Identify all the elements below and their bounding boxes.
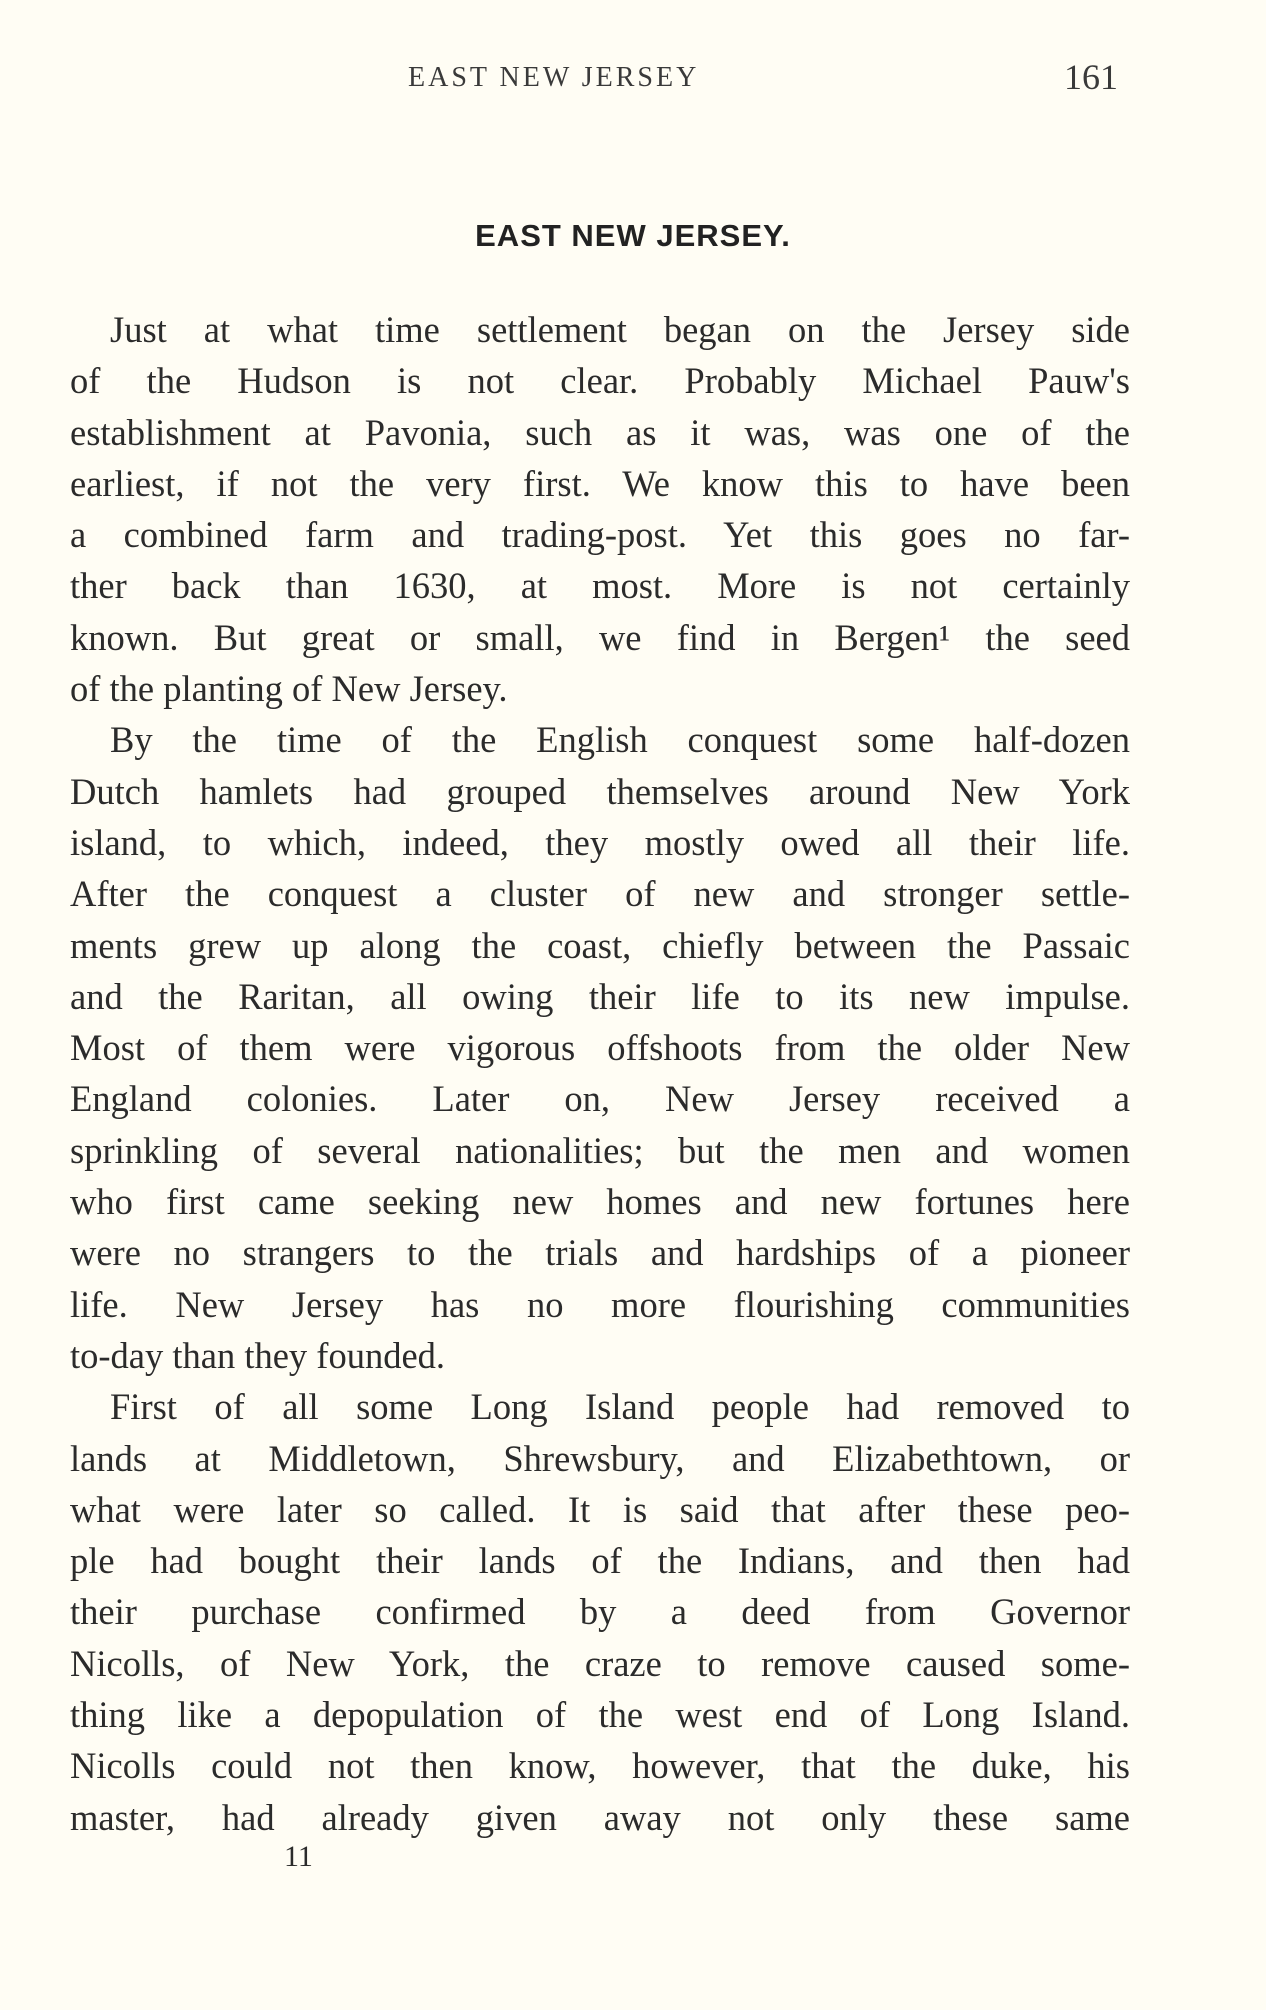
text-line: known. But great or small, we find in Bergen¹ the seed (70, 616, 1130, 658)
text-line: establishment at Pavonia, such as it was, was one of the (70, 411, 1130, 453)
text-line: First of all some Long Island people had removed to (110, 1386, 1130, 1428)
running-head: EAST NEW JERSEY (408, 62, 700, 93)
text-line: England colonies. Later on, New Jersey received a (70, 1078, 1130, 1120)
text-line: Dutch hamlets had grouped themselves around New York (70, 770, 1130, 812)
text-line: thing like a depopulation of the west end of Long Island. (70, 1694, 1130, 1736)
section-heading: EAST NEW JERSEY. (475, 218, 791, 253)
text-line: master, had already given away not only these same (70, 1796, 1130, 1838)
text-line: of the Hudson is not clear. Probably Michael Pauw's (70, 360, 1130, 402)
body-text (70, 304, 1130, 1843)
text-line: After the conquest a cluster of new and stronger settle- (70, 873, 1130, 915)
text-line: what were later so called. It is said that after these peo- (70, 1488, 1130, 1530)
text-line: Nicolls could not then know, however, that the duke, his (70, 1745, 1130, 1787)
text-line: a combined farm and trading-post. Yet this goes no far- (70, 514, 1130, 556)
text-line: ther back than 1630, at most. More is not certainly (70, 565, 1130, 607)
text-line: and the Raritan, all owing their life to its new impulse. (70, 975, 1130, 1017)
text-line: sprinkling of several nationalities; but the men and women (70, 1129, 1130, 1171)
text-line: island, to which, indeed, they mostly owed all their life. (70, 821, 1130, 863)
text-line: ple had bought their lands of the Indians, and then had (70, 1540, 1130, 1582)
text-line: Just at what time settlement began on the Jersey side (110, 309, 1130, 350)
text-line: were no strangers to the trials and hardships of a pioneer (70, 1232, 1130, 1274)
signature-mark: 11 (284, 1840, 313, 1873)
text-line: their purchase confirmed by a deed from Governor (70, 1591, 1130, 1633)
text-line: Nicolls, of New York, the craze to remove caused some- (70, 1642, 1130, 1684)
text-line: life. New Jersey has no more flourishing communities (70, 1283, 1130, 1325)
text-line: of the planting of New Jersey. (70, 668, 508, 710)
text-line: who first came seeking new homes and new fortunes here (70, 1181, 1130, 1223)
text-line: ments grew up along the coast, chiefly between the Passaic (70, 924, 1130, 966)
text-line: By the time of the English conquest some half-dozen (110, 719, 1130, 761)
text-line: earliest, if not the very first. We know this to have been (70, 462, 1130, 504)
text-line: lands at Middletown, Shrewsbury, and Elizabethtown, or (70, 1437, 1130, 1479)
page-number: 161 (1064, 57, 1118, 97)
text-line: to-day than they founded. (70, 1334, 446, 1376)
text-line: Most of them were vigorous offshoots from the older New (70, 1027, 1130, 1069)
